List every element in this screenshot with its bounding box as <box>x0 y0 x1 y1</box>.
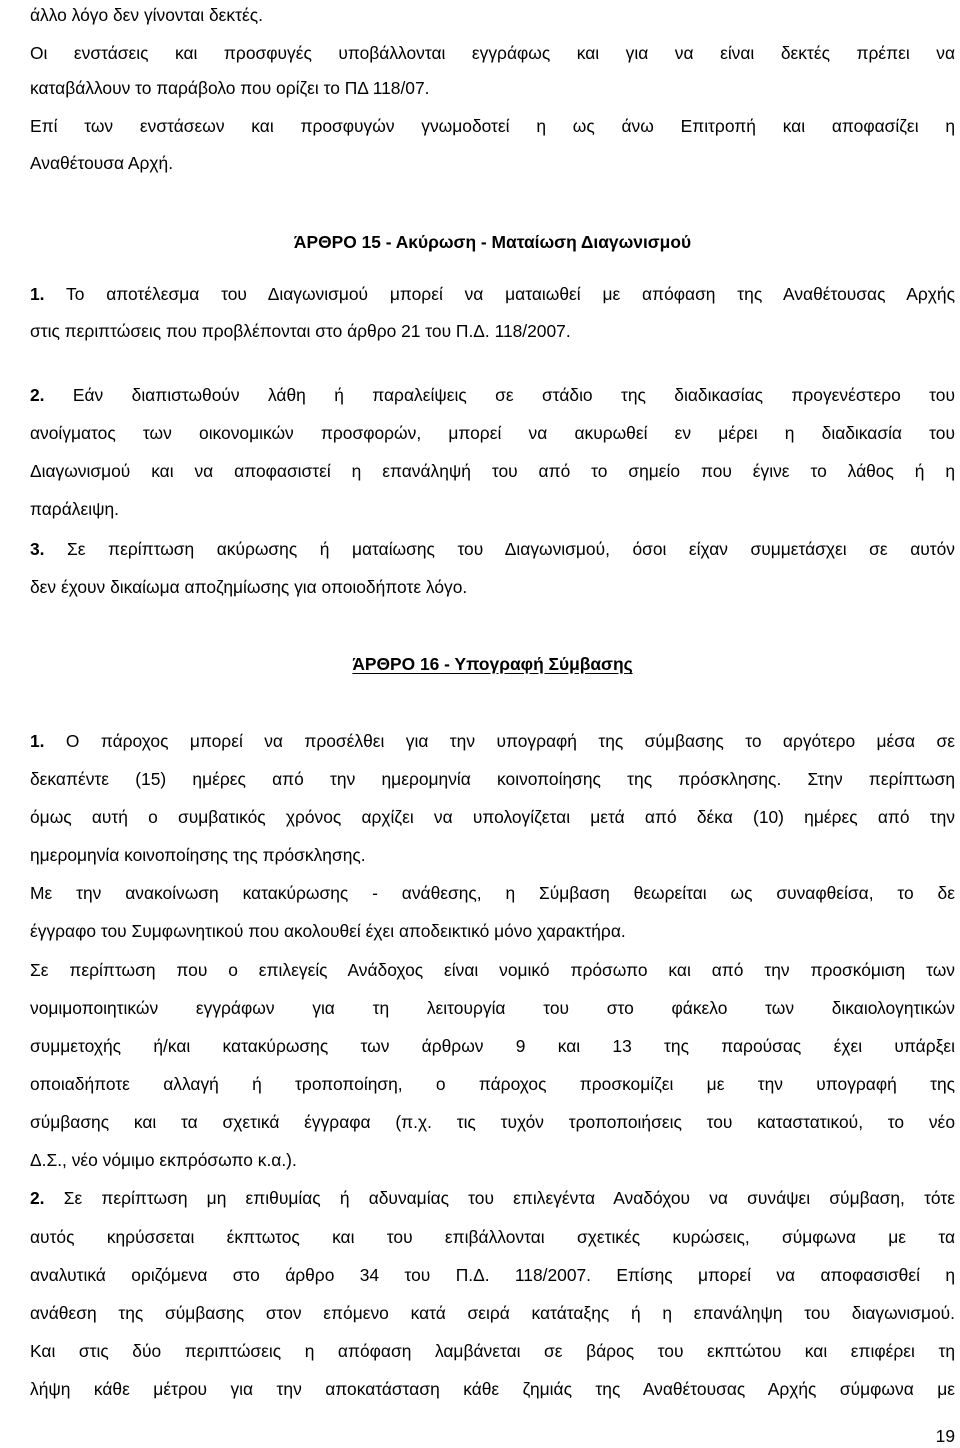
item-text: Εάν διαπιστωθούν λάθη ή παραλείψεις σε στάδιο της διαδικασίας προγενέστερο του <box>72 385 955 405</box>
text-line: νομιμοποιητικών εγγράφων για τη λειτουργία του στο φάκελο των δικαιολογητικών <box>30 998 955 1018</box>
article-15-item-2-line-1 <box>30 383 955 407</box>
text-line: Διαγωνισμού και να αποφασιστεί η επανάληψή του από το σημείο που έγινε το λάθος ή η <box>30 461 955 481</box>
item-text: Σε περίπτωση ακύρωσης ή ματαίωσης του Διαγωνισμού, όσοι είχαν συμμετάσχει σε αυτόν <box>67 539 955 559</box>
text-line: ανάθεση της σύμβασης στον επόμενο κατά σειρά κατάταξης ή η επανάληψη του διαγωνισμού. <box>30 1303 955 1323</box>
item-text: Το αποτέλεσμα του Διαγωνισμού μπορεί να ματαιωθεί με απόφαση της Αναθέτουσας Αρχής <box>66 284 955 304</box>
text-line: Σε περίπτωση που ο επιλεγείς Ανάδοχος είναι νομικό πρόσωπο και από την προσκόμιση των <box>30 960 955 980</box>
text-line: στις περιπτώσεις που προβλέπονται στο άρθρο 21 του Π.Δ. 118/2007. <box>30 321 571 341</box>
text-line: καταβάλλουν το παράβολο που ορίζει το ΠΔ 118/07. <box>30 78 430 98</box>
article-15-title: ΆΡΘΡΟ 15 - Ακύρωση - Ματαίωση Διαγωνισμού <box>293 232 692 252</box>
text-line: ανοίγματος των οικονομικών προσφορών, μπορεί να ακυρωθεί εν μέρει η διαδικασία του <box>30 423 955 443</box>
text-line: ημερομηνία κοινοποίησης της πρόσκλησης. <box>30 845 366 865</box>
page-number: 19 <box>935 1426 955 1446</box>
article-16-item-2-line-1 <box>30 1186 955 1210</box>
item-number: 1. <box>30 284 45 304</box>
text-line: παράλειψη. <box>30 499 119 519</box>
text-line: Και στις δύο περιπτώσεις η απόφαση λαμβάνεται σε βάρος του εκπτώτου και επιφέρει τη <box>30 1341 955 1361</box>
text-line: δεκαπέντε (15) ημέρες από την ημερομηνία κοινοποίησης της πρόσκλησης. Στην περίπτωση <box>30 769 955 789</box>
text-line: Αναθέτουσα Αρχή. <box>30 153 174 173</box>
text-line: Οι ενστάσεις και προσφυγές υποβάλλονται εγγράφως και για να είναι δεκτές πρέπει να <box>30 43 955 63</box>
item-text: Σε περίπτωση μη επιθυμίας ή αδυναμίας του επιλεγέντα Αναδόχου να συνάψει σύμβαση, τότε <box>63 1188 955 1208</box>
text-line: Δ.Σ., νέο νόμιμο εκπρόσωπο κ.α.). <box>30 1150 297 1170</box>
text-line: σύμβασης και τα σχετικά έγγραφα (π.χ. τις τυχόν τροποποιήσεις του καταστατικού, το νέο <box>30 1112 955 1132</box>
item-number: 2. <box>30 1188 45 1208</box>
text-line: άλλο λόγο δεν γίνονται δεκτές. <box>30 5 263 25</box>
item-text: Ο πάροχος μπορεί να προσέλθει για την υπογραφή της σύμβασης το αργότερο μέσα σε <box>65 731 955 751</box>
text-line: αναλυτικά οριζόμενα στο άρθρο 34 του Π.Δ. 118/2007. Επίσης μπορεί να αποφασισθεί η <box>30 1265 955 1285</box>
text-line: έγγραφο του Συμφωνητικού που ακολουθεί έχει αποδεικτικό μόνο χαρακτήρα. <box>30 921 626 941</box>
text-line: οποιαδήποτε αλλαγή ή τροποποίηση, ο πάροχος προσκομίζει με την υπογραφή της <box>30 1074 955 1094</box>
text-line: λήψη κάθε μέτρου για την αποκατάσταση κάθε ζημιάς της Αναθέτουσας Αρχής σύμφωνα με <box>30 1379 955 1399</box>
article-16-heading <box>30 652 955 676</box>
article-15-heading <box>30 230 955 254</box>
text-line: Με την ανακοίνωση κατακύρωσης - ανάθεσης, η Σύμβαση θεωρείται ως συναφθείσα, το δε <box>30 883 955 903</box>
item-number: 2. <box>30 385 45 405</box>
text-line: Επί των ενστάσεων και προσφυγών γνωμοδοτεί η ως άνω Επιτροπή και αποφασίζει η <box>30 116 955 136</box>
text-line: συμμετοχής ή/και κατακύρωσης των άρθρων 9 και 13 της παρούσας έχει υπάρξει <box>30 1036 955 1056</box>
article-15-item-1-line-1 <box>30 282 955 306</box>
item-number: 3. <box>30 539 45 559</box>
text-line: δεν έχουν δικαίωμα αποζημίωσης για οποιοδήποτε λόγο. <box>30 577 468 597</box>
article-16-title: ΆΡΘΡΟ 16 - Υπογραφή Σύμβασης <box>352 654 633 674</box>
text-line: αυτός κηρύσσεται έκπτωτος και του επιβάλλονται σχετικές κυρώσεις, σύμφωνα με τα <box>30 1227 955 1247</box>
article-16-item-1-line-1 <box>30 729 955 753</box>
article-15-item-3-line-1 <box>30 537 955 561</box>
item-number: 1. <box>30 731 45 751</box>
text-line: όμως αυτή ο συμβατικός χρόνος αρχίζει να υπολογίζεται μετά από δέκα (10) ημέρες από την <box>30 807 955 827</box>
